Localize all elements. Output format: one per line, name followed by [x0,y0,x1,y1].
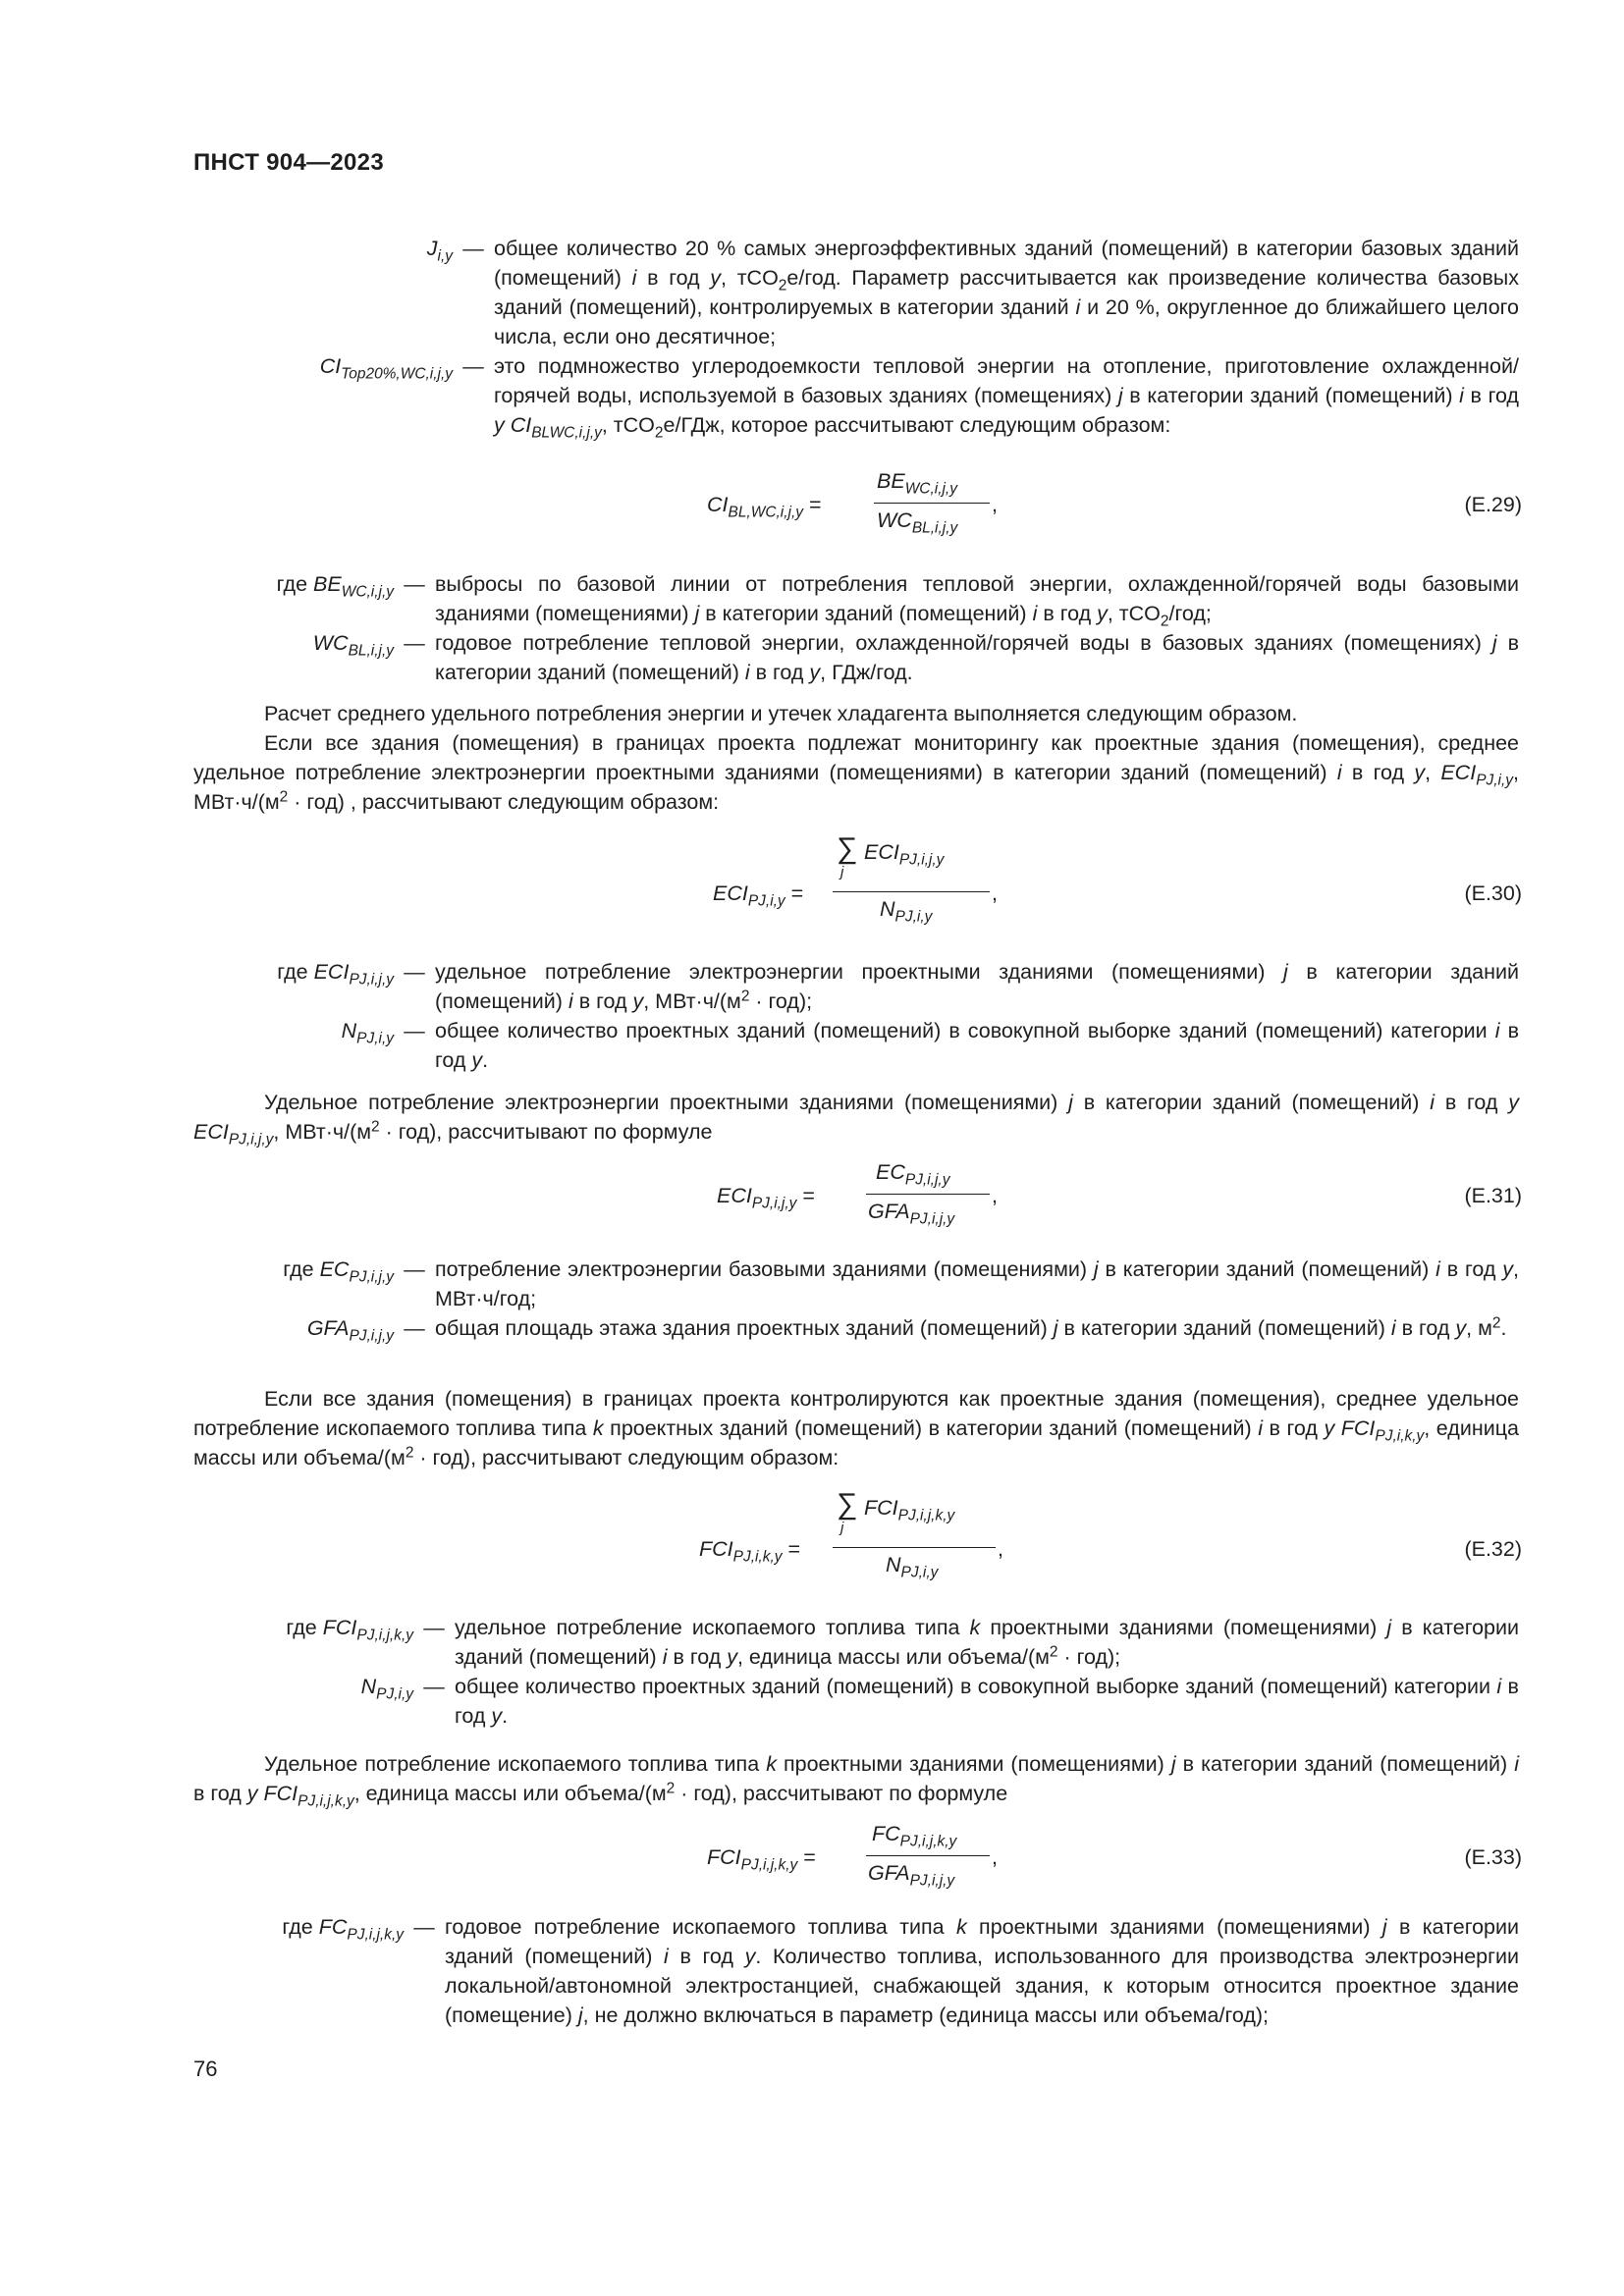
page-number: 76 [193,2056,218,2081]
paragraph-block-4 [193,1384,1519,1472]
definition-eci: где $ECI_{PJ,i,j,y}$ — удельное потребление электроэнергии проектными зданиями (помещениями) j в категории зданий (помещений) i в год y, $МВт\cdot ч/(м^2 \cdot год)$; [277,960,1519,1013]
definition-list-3 [193,957,1519,1075]
equation-label-e32: (Е.32) [1464,1537,1522,1561]
definition-j-text: общее количество 20 % самых энергоэффективных зданий (помещений) в категории базовых зданий (помещений) i в год y, тCO$_2$е/год. Параметр рассчитывается как произведение количества базовых зданий (помещений), контролируемых в категории зданий i и 20 %, округленное до ближайшего целого числа, если оно десятичное; [494,237,1519,348]
definition-gfa: $GFA_{PJ,i,j,y}$ — общая площадь этажа здания проектных зданий (помещений) j в категории зданий (помещений) i в год y, $м^2$. [306,1314,1507,1345]
definition-n: $N_{PJ,i,y}$ — общее количество проектных зданий (помещений) в совокупной выборке зданий (помещений) категории i в год y. [341,1019,1519,1072]
paragraph-block-5 [193,1749,1519,1808]
definition-fci: где $FCI_{PJ,i,j,k,y}$ — удельное потребление ископаемого топлива типа k проектными зданиями (помещениями) j в категории зданий (помещений) i в год y, единица массы или объема/$(м^2 \cdot год)$; [286,1616,1519,1669]
definition-n-2: $N_{PJ,i,y}$ — общее количество проектных зданий (помещений) в совокупной выборке зданий (помещений) категории i в год y. [360,1675,1519,1728]
definition-wc: $WC_{BL,i,j,y}$ — годовое потребление тепловой энергии, охлажденной/горячей воды в базовых зданиях (помещениях) j в категории зданий (помещений) i в год y, ГДж/год. [312,631,1519,684]
equation-e32: $FCI_{PJ,i,k,y}$ = ∑ j $FCI_{PJ,i,j,k,y}$ $N_{PJ,i,y}$ , (Е.32) [699,1488,1522,1581]
paragraph-2: Если все здания (помещения) в границах проекта подлежат мониторингу как проектные здания (помещения), среднее удельное потребление электроэнергии проектными зданиями (помещениями) в категории зданий (помещений) i в год y, $ECI_{PJ,i,y}$, $МВт\cdot ч/(м^2 \cdot год)$ , рассчитывают следующим образом: [193,731,1519,814]
equation-e33: $FCI_{PJ,i,j,k,y}$ = $FC_{PJ,i,j,k,y}$ $GFA_{PJ,i,j,y}$ , (Е.33) [707,1822,1522,1890]
definition-ec: где $EC_{PJ,i,j,y}$ — потребление электроэнергии базовыми зданиями (помещениями) j в категории зданий (помещений) i в год y, МВт·ч/год; [283,1257,1519,1310]
equation-label-e31: (Е.31) [1464,1184,1522,1207]
definition-list-4 [193,1255,1519,1343]
paragraph-block-1 [193,699,1519,817]
definition-list-6 [193,1912,1519,2030]
equation-label-e30: (Е.30) [1464,881,1522,905]
equation-e31: $ECI_{PJ,i,j,y}$ = $EC_{PJ,i,j,y}$ $GFA_{PJ,i,j,y}$ , (Е.31) [717,1160,1522,1228]
equation-label-e33: (Е.33) [1464,1845,1522,1869]
paragraph-block-3 [193,1088,1519,1147]
definition-ci-top20-text: это подмножество углеродоемкости тепловой энергии на отопление, приготовление охлажденной/горячей воды, используемой в базовых зданиях (помещениях) j в категории зданий (помещений) i в год y $CI_{BLWC,i,j,y}$, тCO$_2$е/ГДж, которое рассчитывают следующим образом: [494,354,1519,442]
definition-list-2 [193,569,1519,687]
term-j: $J_{i,y}$ [426,237,453,265]
page-header: ПНСТ 904—2023 [193,149,384,176]
paragraph-3: Удельное потребление электроэнергии проектными зданиями (помещениями) j в категории зданий (помещений) i в год y $ECI_{PJ,i,j,y}$, $МВт\cdot ч/(м^2 \cdot год)$, рассчитывают по формуле [193,1091,1519,1148]
equation-label-e29: (Е.29) [1464,493,1522,516]
definition-ci-top20: $CI_{Top20\%,WC,i,j,y}$ — это подмножество углеродоемкости тепловой энергии на отопление, приготовление охлажденной/горячей воды, используемой в базовых зданиях (помещениях) j в категории зданий (помещений) i в год y $CI_{BLWC,i,j,y}$, тCO$_2$е/ГДж, которое рассчитывают следующим образом: [193,351,1519,440]
term-ci-top20: $CI_{Top20\%,WC,i,j,y}$ [319,354,453,383]
paragraph-1: Расчет среднего удельного потребления энергии и утечек хладагента выполняется следующим образом. [264,702,1298,725]
definition-list-5 [193,1613,1519,1731]
paragraph-5: Удельное потребление ископаемого топлива типа k проектными зданиями (помещениями) j в категории зданий (помещений) i в год y $FCI_{PJ,i,j,k,y}$, единица массы или объема/$(м^2 \cdot год)$, рассчитывают по формуле [193,1752,1520,1810]
definition-fc: где $FC_{PJ,i,j,k,y}$ — годовое потребление ископаемого топлива типа k проектными зданиями (помещениями) j в категории зданий (помещений) i в год y. Количество топлива, использованного для производства электроэнергии локальной/автономной электростанцией, снабжающей здания, к которым относится проектное здание (помещение) j, не должно включаться в параметр (единица массы или объема/год); [282,1915,1520,2027]
equation-e30: $ECI_{PJ,i,y}$ = ∑ j $ECI_{PJ,i,j,y}$ $N_{PJ,i,y}$ , (Е.30) [713,832,1522,926]
definition-list-1 [193,234,1519,440]
paragraph-4: Если все здания (помещения) в границах проекта контролируются как проектные здания (помещения), среднее удельное потребление ископаемого топлива типа k проектных зданий (помещений) в категории зданий (помещений) i в год y $FCI_{PJ,i,k,y}$, единица массы или объема/$(м^2 \cdot год)$, рассчитывают следующим образом: [193,1387,1519,1469]
equation-e29: $CI_{BL,WC,i,j,y}$ = $BE_{WC,i,j,y}$ $WC_{BL,i,j,y}$ , (Е.29) [707,469,1522,537]
definition-j: $J_{i,y}$ — общее количество 20 % самых энергоэффективных зданий (помещений) в категории базовых зданий (помещений) i в год y, тCO$_2$е/год. Параметр рассчитывается как произведение количества базовых зданий (помещений), контролируемых в категории зданий i и 20 %, округленное до ближайшего целого числа, если оно десятичное; [193,234,1519,351]
definition-be: где $BE_{WC,i,j,y}$ — выбросы по базовой линии от потребления тепловой энергии, охлажденной/горячей воды базовыми зданиями (помещениями) j в категории зданий (помещений) i в год y, тCO$_2$/год; [276,572,1519,630]
